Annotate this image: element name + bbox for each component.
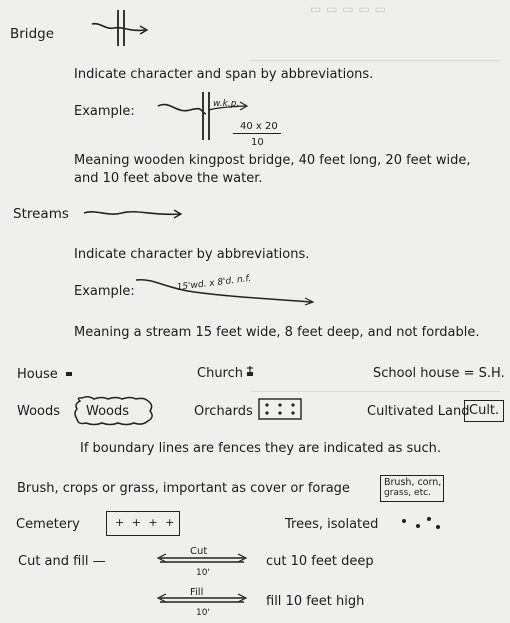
fill-word: Fill [190,587,204,598]
woods-symbol-text: Woods [86,404,130,419]
streams-meaning: Meaning a stream 15 feet wide, 8 feet deep, and not fordable. [74,325,480,340]
cut-word: Cut [190,546,208,557]
stream-symbol-icon [82,203,192,223]
cut-and-fill-label: Cut and fill — [18,554,106,569]
bleed-through-text: ▭ ▭ ▭ ▭ ▭ [310,2,387,16]
brush-symbol-box [380,475,444,502]
streams-example-label: Example: [74,284,135,299]
cultivated-land-label: Cultivated Land [367,404,470,419]
isolated-trees-icon [398,512,448,534]
fraction-bar [233,133,281,134]
house-icon [66,372,72,376]
orchards-label: Orchards [194,404,253,419]
house-label: House [17,367,58,382]
church-icon [245,365,255,377]
cemetery-crosses: + + + + [115,516,177,529]
bridge-instruction: Indicate character and span by abbreviations. [74,67,374,82]
cemetery-label: Cemetery [16,517,80,532]
brush-symbol-line2: grass, etc. [384,488,431,498]
bridge-example-label: Example: [74,104,135,119]
cut-description: cut 10 feet deep [266,554,374,569]
cult-symbol-box [464,400,504,422]
bridge-tag: w.k.p. [213,99,240,109]
cut-depth: 10' [196,568,210,578]
trees-label: Trees, isolated [285,517,379,532]
cemetery-symbol-box [106,511,180,536]
brush-symbol-line1: Brush, corn, [384,477,442,488]
streams-label: Streams [13,206,69,222]
orchard-dots-icon [258,398,302,420]
bridge-label: Bridge [10,26,55,42]
fences-note: If boundary lines are fences they are indicated as such. [80,441,442,456]
streams-instruction: Indicate character by abbreviations. [74,247,310,262]
bridge-symbol-icon [90,8,160,48]
stream-tag: 15'wd. x 8'd. n.f. [176,273,252,293]
fill-description: fill 10 feet high [266,594,365,609]
church-label: Church [197,366,244,381]
brush-label: Brush, crops or grass, important as cover or forage [17,481,350,496]
bridge-fraction-bottom: 10 [251,137,264,148]
school-house-label: School house = S.H. [373,366,505,381]
bridge-fraction-top: 40 x 20 [240,121,278,132]
cult-symbol-text: Cult. [469,403,500,418]
bridge-meaning-line1: Meaning wooden kingpost bridge, 40 feet long, 20 feet wide, [74,153,471,168]
woods-label: Woods [17,404,61,419]
bridge-meaning-line2: and 10 feet above the water. [74,171,263,186]
bleed-through-area [250,60,500,392]
fill-height: 10' [196,608,210,618]
